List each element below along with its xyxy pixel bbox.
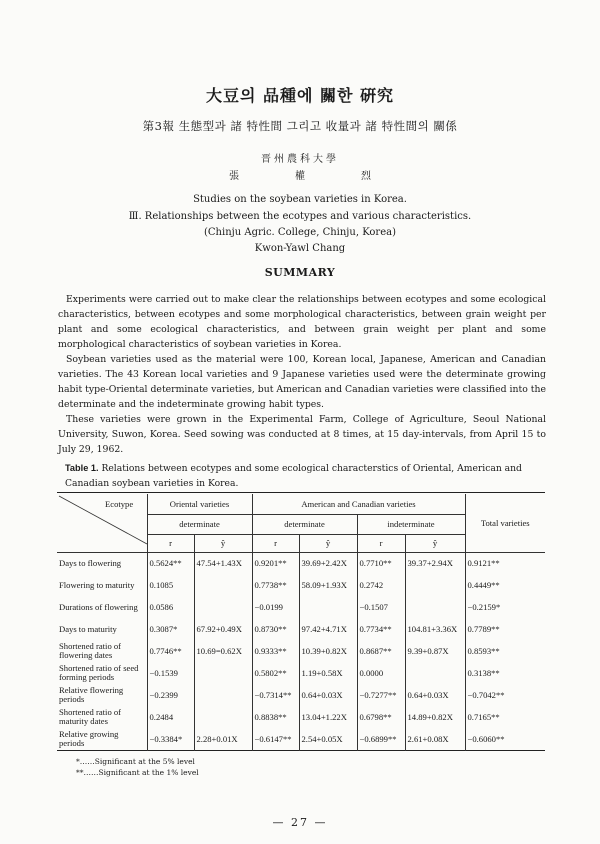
r-value-cell: 0.7738** xyxy=(252,574,299,596)
footnote: *……Significant at the 5% level xyxy=(76,757,195,766)
r-value-cell: 0.2742 xyxy=(357,574,405,596)
american-determinate-header: determinate xyxy=(252,514,357,534)
regression-cell: 10.39+0.82X xyxy=(299,640,357,662)
english-author: Kwon-Yawl Chang xyxy=(254,243,346,254)
regression-cell xyxy=(405,596,465,618)
r-value-cell: −0.7042** xyxy=(465,684,545,706)
r-value-cell: 0.5624** xyxy=(147,552,194,574)
regression-cell: 13.04+1.22X xyxy=(299,706,357,728)
r-value-cell: −0.1507 xyxy=(357,596,405,618)
r-value-cell: −0.6147** xyxy=(252,728,299,750)
summary-paragraph: Soybean varieties used as the material were 100, Korean local, Japanese, American and Canadian varieties. The 43 Korean local varieties and 9 Japanese varieties used were the determinate growing habit type-Oriental determinate varieties, but American and Canadian varieties were classified into the determinate and the indeterminate growing habit types. xyxy=(58,354,546,410)
r-value-cell: 0.7746** xyxy=(147,640,194,662)
author-char: 權 xyxy=(295,171,305,182)
table-row xyxy=(57,574,545,596)
yhat-header: ŷ xyxy=(194,534,252,552)
oriental-header: Oriental varieties xyxy=(147,494,252,514)
regression-cell xyxy=(405,574,465,596)
row-label: Shortened ratio of maturity dates xyxy=(59,707,122,726)
r-value-cell: 0.9333** xyxy=(252,640,299,662)
regression-cell xyxy=(194,662,252,684)
table-row xyxy=(57,706,545,728)
r-header: r xyxy=(357,534,405,552)
r-value-cell: 0.6798** xyxy=(357,706,405,728)
summary-paragraph: These varieties were grown in the Experimental Farm, College of Agriculture, Seoul National University, Suwon, Korea. Seed sowing was conducted at 8 times, at 15 day-intervals, from April 15 to July 29, 1962. xyxy=(58,414,546,455)
r-value-cell: −0.2399 xyxy=(147,684,194,706)
regression-cell: 1.19+0.58X xyxy=(299,662,357,684)
r-value-cell: 0.0000 xyxy=(357,662,405,684)
yhat-header: ŷ xyxy=(405,534,465,552)
r-value-cell: −0.6899** xyxy=(357,728,405,750)
american-header: American and Canadian varieties xyxy=(252,494,465,514)
regression-cell: 2.61+0.08X xyxy=(405,728,465,750)
r-value-cell: 0.4449** xyxy=(465,574,545,596)
english-part: Ⅲ. Relationships between the ecotypes and various characteristics. xyxy=(128,211,472,222)
yhat-header: ŷ xyxy=(299,534,357,552)
r-value-cell: 0.8838** xyxy=(252,706,299,728)
regression-cell: 47.54+1.43X xyxy=(194,552,252,574)
regression-cell xyxy=(194,596,252,618)
regression-cell xyxy=(194,574,252,596)
r-value-cell: 0.0586 xyxy=(147,596,194,618)
ecotype-header: Ecotype xyxy=(105,499,134,509)
oriental-determinate-header: determinate xyxy=(147,514,252,534)
table-row xyxy=(57,640,545,662)
r-value-cell: −0.2159* xyxy=(465,596,545,618)
regression-cell xyxy=(194,684,252,706)
row-label: Days to maturity xyxy=(59,623,117,634)
summary-paragraph: Experiments were carried out to make clear the relationships between ecotypes and some ecological characteristics, between ecotypes and some morphological characteristics, between grain weight per plant and some ecological characteristics, and between grain weight per plant and some morphological characteristics of soybean varieties in Korea. xyxy=(58,294,546,350)
table-caption-text: Relations between ecotypes and some ecological characterstics of Oriental, American and Canadian soybean varieties in Korea. xyxy=(65,463,522,489)
total-header: Total varieties xyxy=(465,494,545,552)
regression-cell: 9.39+0.87X xyxy=(405,640,465,662)
r-value-cell: 0.2484 xyxy=(147,706,194,728)
regression-cell: 2.54+0.05X xyxy=(299,728,357,750)
r-value-cell: 0.8593** xyxy=(465,640,545,662)
row-label: Shortened ratio of flowering dates xyxy=(59,641,122,660)
row-label: Flowering to maturity xyxy=(59,579,135,590)
r-value-cell: 0.9201** xyxy=(252,552,299,574)
r-value-cell: −0.7277** xyxy=(357,684,405,706)
regression-cell xyxy=(299,596,357,618)
r-header: r xyxy=(252,534,299,552)
paper-subtitle: 第3報 生態型과 諸 特性間 그리고 收量과 諸 特性間의 關係 xyxy=(142,119,458,133)
table-top-rule xyxy=(57,492,545,493)
r-value-cell: 0.9121** xyxy=(465,552,545,574)
english-affiliation: (Chinju Agric. College, Chinju, Korea) xyxy=(204,227,396,238)
r-value-cell: 0.1085 xyxy=(147,574,194,596)
r-value-cell: 0.8687** xyxy=(357,640,405,662)
regression-cell xyxy=(194,706,252,728)
author-char: 張 xyxy=(229,171,239,182)
table-row xyxy=(57,662,545,684)
r-value-cell: 0.7734** xyxy=(357,618,405,640)
american-indeterminate-header: indeterminate xyxy=(357,514,465,534)
r-header: r xyxy=(147,534,194,552)
row-label: Relative flowering periods xyxy=(59,685,124,704)
r-value-cell: 0.7165** xyxy=(465,706,545,728)
regression-cell: 39.69+2.42X xyxy=(299,552,357,574)
r-value-cell: −0.0199 xyxy=(252,596,299,618)
row-label: Durations of flowering xyxy=(59,601,138,612)
r-value-cell: −0.1539 xyxy=(147,662,194,684)
r-value-cell: 0.3087* xyxy=(147,618,194,640)
author-char: 烈 xyxy=(361,171,371,182)
table-body xyxy=(57,552,545,750)
institution: 晋州農科大學 xyxy=(261,154,339,165)
regression-cell: 10.69=0.62X xyxy=(194,640,252,662)
r-value-cell: 0.5802** xyxy=(252,662,299,684)
ecotype-corner-cell xyxy=(57,494,147,552)
r-value-cell: −0.6060** xyxy=(465,728,545,750)
page-number: — 27 — xyxy=(272,816,328,829)
regression-cell: 97.42+4.71X xyxy=(299,618,357,640)
regression-cell: 14.89+0.82X xyxy=(405,706,465,728)
data-table xyxy=(57,494,545,751)
row-label: Days to flowering xyxy=(59,557,122,568)
regression-cell: 0.64+0.03X xyxy=(299,684,357,706)
table-label: Table 1. xyxy=(65,463,99,473)
regression-cell: 58.09+1.93X xyxy=(299,574,357,596)
r-value-cell: −0.3384* xyxy=(147,728,194,750)
table-caption xyxy=(65,461,545,491)
regression-cell xyxy=(405,662,465,684)
r-value-cell: −0.7314** xyxy=(252,684,299,706)
english-title: Studies on the soybean varieties in Korea. xyxy=(193,194,407,205)
table-row xyxy=(57,618,545,640)
regression-cell: 0.64+0.03X xyxy=(405,684,465,706)
r-value-cell: 0.7789** xyxy=(465,618,545,640)
regression-cell: 39.37+2.94X xyxy=(405,552,465,574)
row-label: Shortened ratio of seed forming periods xyxy=(59,663,139,682)
r-value-cell: 0.8730** xyxy=(252,618,299,640)
author-korean xyxy=(0,167,600,182)
regression-cell: 67.92+0.49X xyxy=(194,618,252,640)
table-row xyxy=(57,728,545,750)
footnote: **……Significant at the 1% level xyxy=(76,768,199,777)
r-value-cell: 0.7710** xyxy=(357,552,405,574)
paper-title: 大豆의 品種에 關한 硏究 xyxy=(205,86,395,105)
row-label: Relative growing periods xyxy=(59,728,119,748)
table-row xyxy=(57,552,545,574)
summary-heading: SUMMARY xyxy=(264,266,336,279)
table-row xyxy=(57,684,545,706)
r-value-cell: 0.3138** xyxy=(465,662,545,684)
diagonal-line xyxy=(57,494,149,554)
regression-cell: 2.28+0.01X xyxy=(194,728,252,750)
regression-cell: 104.81+3.36X xyxy=(405,618,465,640)
table-row xyxy=(57,596,545,618)
